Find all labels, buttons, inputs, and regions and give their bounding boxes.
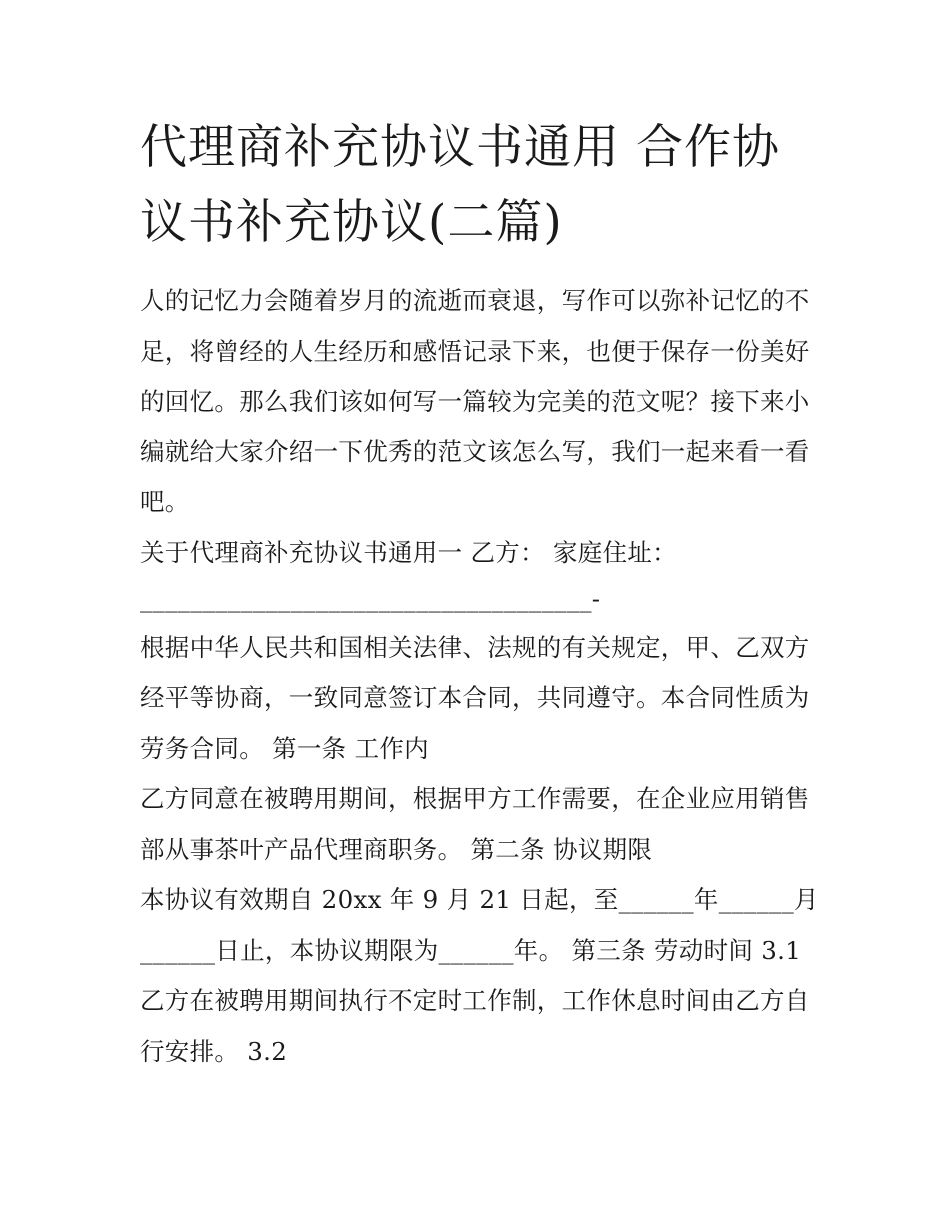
body-text-line: 人的记忆力会随着岁月的流逝而衰退，写作可以弥补记忆的不 (140, 286, 810, 315)
body-text-line: 关于代理商补充协议书通用一 乙方： 家庭住址： (140, 538, 677, 567)
body-text-line: 足，将曾经的人生经历和感悟记录下来，也便于保存一份美好 (140, 337, 810, 366)
body-text-line: 吧。 (140, 487, 190, 516)
body-text-line: 乙方在被聘用期间执行不定时工作制，工作休息时间由乙方自 (140, 986, 810, 1015)
body-text-line: 乙方同意在被聘用期间，根据甲方工作需要，在企业应用销售 (140, 784, 810, 813)
blank-fill-line: ____________________________________- (140, 584, 601, 613)
body-text-line: 经平等协商，一致同意签订本合同，共同遵守。本合同性质为 (140, 683, 810, 712)
body-text-line: 行安排。 3.2 (140, 1037, 288, 1066)
document-title-line-2: 议书补充协议(二篇) (140, 195, 563, 250)
body-text-line: ______日止，本协议期限为______年。 第三条 劳动时间 3.1 (140, 936, 802, 965)
body-text-line: 部从事茶叶产品代理商职务。 第二条 协议期限 (140, 835, 653, 864)
body-text-line: 根据中华人民共和国相关法律、法规的有关规定，甲、乙双方 (140, 633, 810, 662)
body-text-line: 编就给大家介绍一下优秀的范文该怎么写，我们一起来看一看 (140, 437, 810, 466)
body-text-line: 本协议有效期自 20xx 年 9 月 21 日起，至______年______月 (140, 885, 819, 914)
body-text-line: 的回忆。那么我们该如何写一篇较为完美的范文呢？接下来小 (140, 387, 810, 416)
body-text-line: 劳务合同。 第一条 工作内 (140, 734, 429, 763)
document-title-line-1: 代理商补充协议书通用 合作协 (140, 120, 780, 175)
